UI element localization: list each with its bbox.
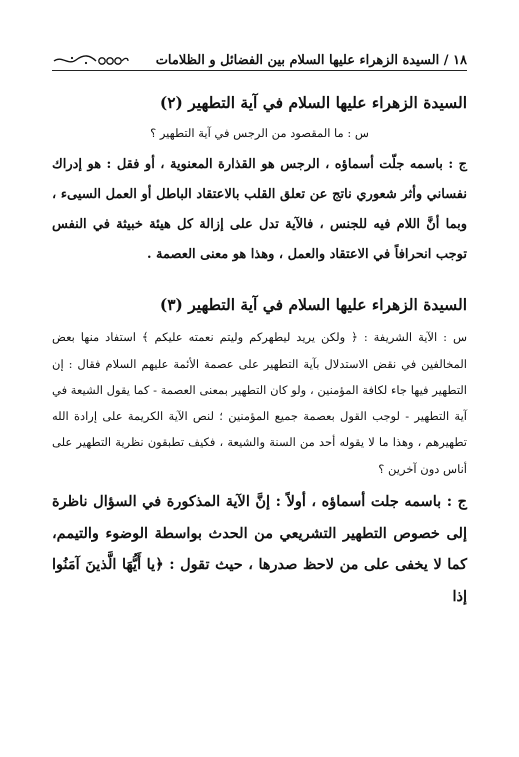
answer-text: ج : باسمه جلّت أسماؤه ، الرجس هو القذارة المعنوية ، أو فقل : هو إدراك نفساني وأثر شعوري ناتج عن تعلق القلب بالاعتقاد الباطل أو العمل السيىء ، وبما أنَّ اللام فيه للجنس ، فالآية تدل على إزالة كل هيئة خبيثة في النفس توجب انحرافاً في الاعتقاد والعمل ، وهذا هو معنى العصمة . — [52, 157, 467, 263]
running-title: ١٨ / السيدة الزهراء عليها السلام بين الفضائل و الظلامات — [155, 53, 467, 68]
section-title: السيدة الزهراء عليها السلام في آية التطهير (٣) — [159, 295, 467, 315]
section-title: السيدة الزهراء عليها السلام في آية التطهير (٢) — [159, 93, 467, 112]
running-header — [52, 44, 467, 71]
ornament-flourish-icon — [52, 52, 130, 68]
answer-text: ج : باسمه جلت أسماؤه ، أولاً : إنَّ الآية المذكورة في السؤال ناظرة إلى خصوص التطهير التشريعي من الحدث بواسطة الوضوء والتيمم، كما لا يخفى على من لاحظ صدرها ، حيث تقول : ﴿يا أَيُّهَا الَّذينَ آمَنُوا إذا — [52, 493, 467, 605]
question-text: س : ما المقصود من الرجس في آية التطهير ؟ — [150, 126, 369, 140]
document-page — [52, 44, 467, 757]
question-text: س : الآية الشريفة : ﴿ ولكن يريد ليطهركم وليتم نعمته عليكم ﴾ استفاد منها بعض المخالفين في نقض الاستدلال بآية التطهير على عصمة الأئمة عليهم السلام فقال : إن التطهير فيها جاء لكافة المؤمنين ، ولو كان التطهير بمعنى العصمة - كما يقول الشيعة في آية التطهير - لوجب القول بعصمة جميع المؤمنين ؛ لنص الآية الكريمة على إرادة الله تطهيرهم ، وهذا ما لا يقوله أحد من السنة والشيعة ، فكيف تطبقون نظرية التطهير على أناس دون آخرين ؟ — [52, 330, 467, 476]
